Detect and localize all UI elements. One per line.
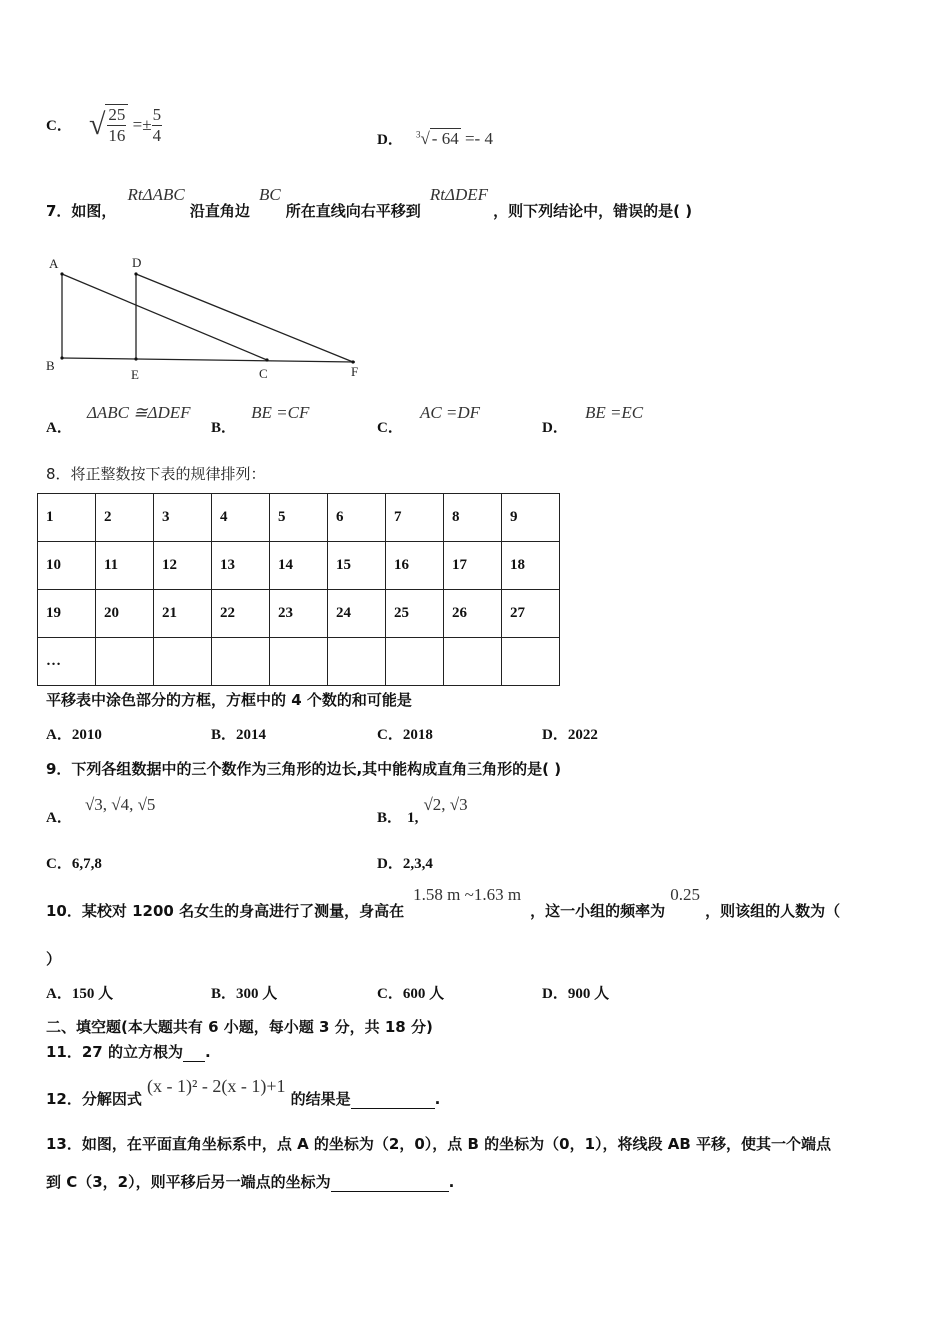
point-label-c: C — [259, 366, 268, 381]
q11: 11．27 的立方根为 . — [46, 1043, 211, 1061]
cube-root-expression: $^3$√ - 64 =- 4 — [415, 129, 493, 148]
q6-option-c — [46, 104, 162, 146]
q10-stem: 10．某校对 1200 名女生的身高进行了测量，身高在 1.58 m ~1.63 m ，这一小组的频率为 0.25 ，则该组的人数为（ — [46, 885, 841, 920]
q10-option-c: C．600 人 — [377, 986, 445, 1002]
point-label-b: B — [46, 358, 55, 373]
q6-option-d — [377, 128, 493, 149]
point-label-d: D — [132, 255, 142, 270]
q7-option-d: D． BE =EC — [542, 403, 644, 436]
q13-line2: 到 C（3，2），则平移后另一端点的坐标为 . — [46, 1173, 455, 1191]
q9-option-c: C．6,7,8 — [46, 856, 102, 872]
q10-close-paren: ） — [46, 950, 62, 968]
table-row: 10 11 12 13 14 15 16 17 18 — [38, 542, 560, 590]
number-table — [37, 493, 560, 686]
q8-option-b: B．2014 — [211, 727, 267, 743]
q10-option-b: B．300 人 — [211, 986, 278, 1002]
q8-stem: 8．将正整数按下表的规律排列： — [46, 465, 266, 483]
table-row: 19 20 21 22 23 24 25 26 27 — [38, 590, 560, 638]
q13-line1: 13．如图，在平面直角坐标系中，点 A 的坐标为（2，0），点 B 的坐标为（0，1），将线段 AB 平移，使其一个端点 — [46, 1135, 832, 1153]
q7-option-a: A． ΔABC ≅ΔDEF — [46, 403, 191, 436]
q7-option-b: B． BE =CF — [211, 403, 310, 436]
point-label-f: F — [351, 364, 359, 379]
answer-blank[interactable] — [331, 1173, 449, 1192]
sqrt-expression: √ $\frac{25}{16}$ =± $\frac{5}{4}$ — [88, 104, 162, 145]
answer-blank[interactable] — [183, 1043, 205, 1062]
q12: 12．分解因式 (x - 1)² - 2(x - 1)+1 的结果是 . — [46, 1076, 441, 1108]
answer-blank[interactable] — [351, 1089, 435, 1109]
q8-followup: 平移表中涂色部分的方框，方框中的 4 个数的和可能是 — [46, 691, 412, 709]
q8-option-a: A．2010 — [46, 727, 102, 743]
q8-option-c: C．2018 — [377, 727, 433, 743]
q9-option-a: A． √3, √4, √5 — [46, 795, 156, 826]
option-label: D． — [377, 132, 403, 148]
q9-option-b: B． 1, √2, √3 — [377, 795, 468, 826]
q7-stem: 7．如图， RtΔABC 沿直角边 BC 所在直线向右平移到 RtΔDEF ，则下列结论中，错误的是( ) — [46, 185, 693, 220]
section-title: 二、填空题(本大题共有 6 小题，每小题 3 分，共 18 分) — [46, 1018, 433, 1036]
point-label-a: A — [49, 256, 59, 271]
q8-option-d: D．2022 — [542, 727, 598, 743]
q10-option-a: A．150 人 — [46, 986, 114, 1002]
translation-triangle-figure — [40, 250, 370, 385]
table-row: … — [38, 638, 560, 686]
option-label: C． — [46, 117, 72, 134]
table-row: 1 2 3 4 5 6 7 8 9 — [38, 494, 560, 542]
q7-option-c: C． AC =DF — [377, 403, 481, 436]
q9-stem: 9．下列各组数据中的三个数作为三角形的边长,其中能构成直角三角形的是( ) — [46, 760, 562, 778]
q9-option-d: D．2,3,4 — [377, 856, 433, 872]
q10-option-d: D．900 人 — [542, 986, 610, 1002]
point-label-e: E — [131, 367, 139, 382]
